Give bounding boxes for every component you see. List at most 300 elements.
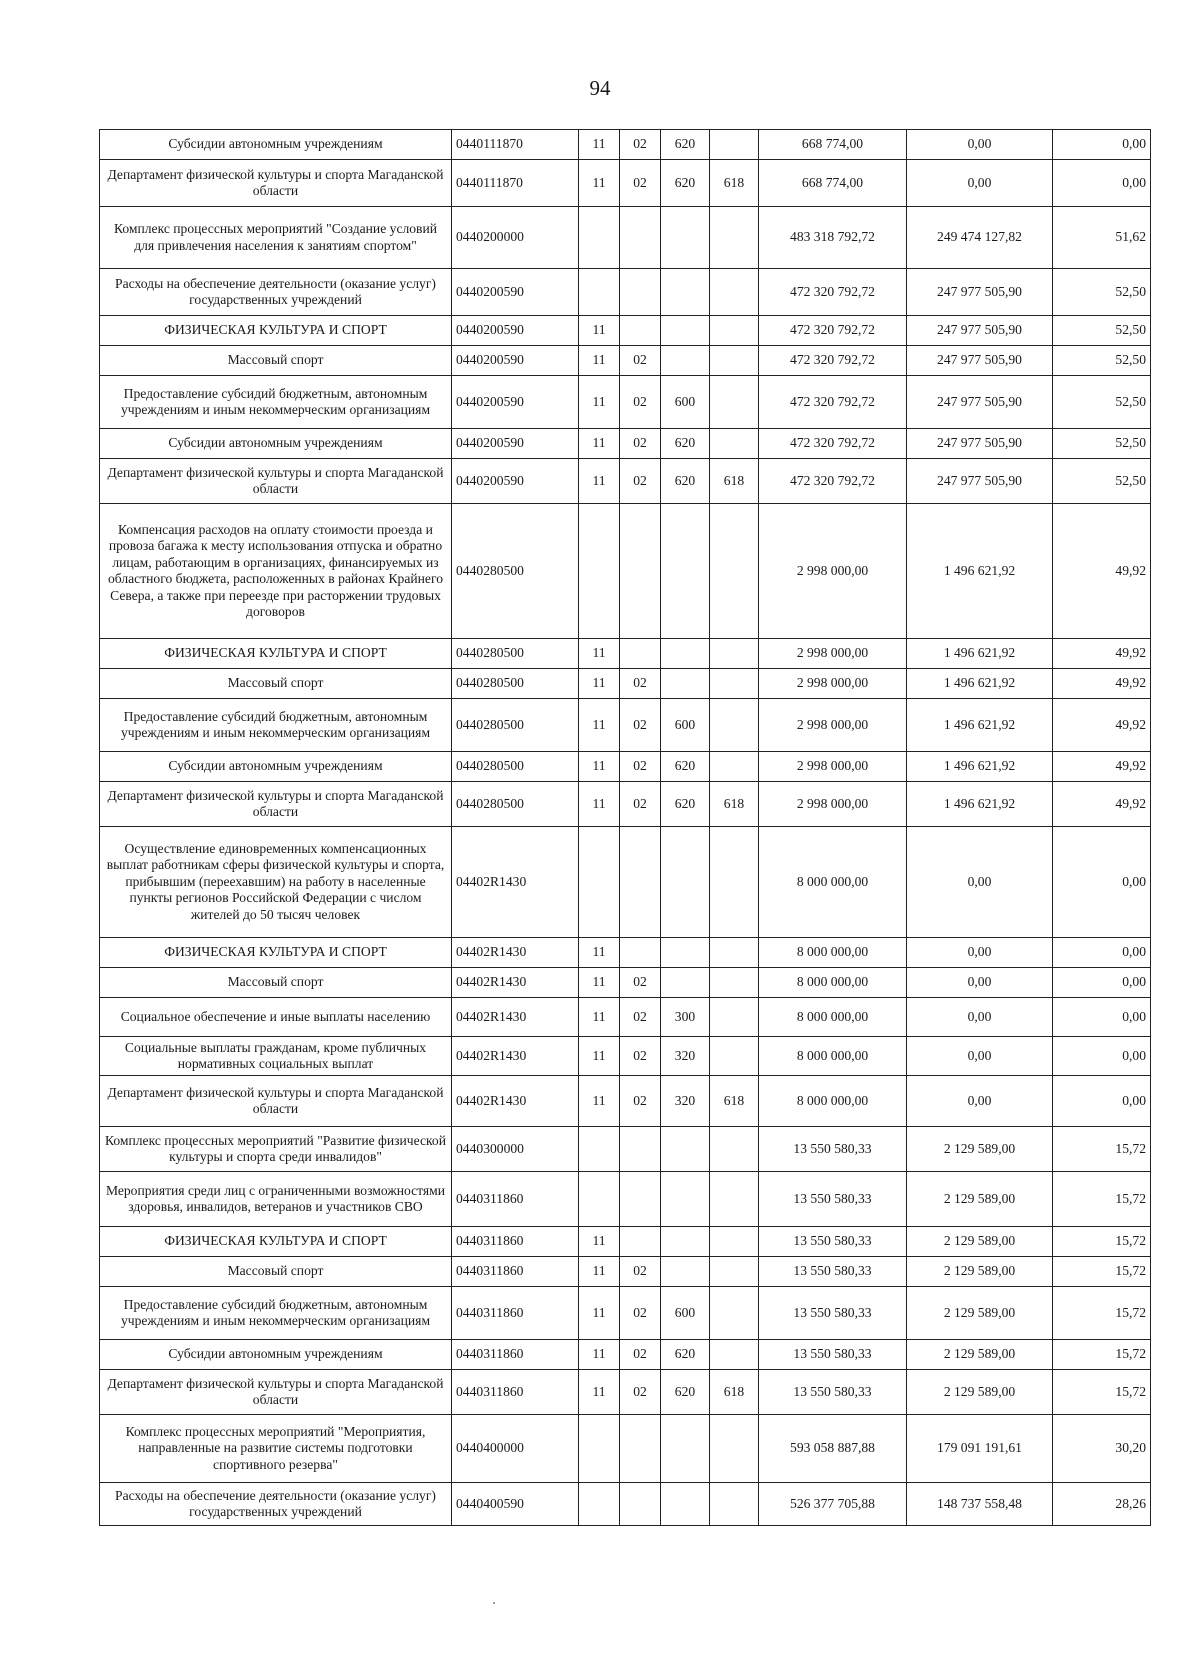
row-name: Социальные выплаты гражданам, кроме публичных нормативных социальных выплат — [100, 1037, 452, 1076]
row-percent: 49,92 — [1053, 782, 1151, 827]
row-code: 04402R1430 — [452, 827, 579, 938]
row-plan-amount: 472 320 792,72 — [759, 269, 907, 316]
row-subsection — [620, 1483, 661, 1526]
row-name: Предоставление субсидий бюджетным, автономным учреждениям и иным некоммерческим организациям — [100, 699, 452, 752]
table-row — [100, 1483, 1151, 1526]
row-section: 11 — [579, 429, 620, 459]
row-fact-amount: 179 091 191,61 — [907, 1415, 1053, 1483]
row-percent: 28,26 — [1053, 1483, 1151, 1526]
table-row — [100, 1037, 1151, 1076]
row-admin-code — [710, 938, 759, 968]
row-code: 0440280500 — [452, 639, 579, 669]
row-admin-code — [710, 1127, 759, 1172]
row-name: Предоставление субсидий бюджетным, автономным учреждениям и иным некоммерческим организациям — [100, 376, 452, 429]
row-code: 0440200590 — [452, 316, 579, 346]
table-row — [100, 504, 1151, 639]
row-expense-type: 600 — [661, 1287, 710, 1340]
row-subsection — [620, 1172, 661, 1227]
table-row — [100, 1415, 1151, 1483]
row-admin-code: 618 — [710, 459, 759, 504]
row-admin-code — [710, 1172, 759, 1227]
row-expense-type: 620 — [661, 160, 710, 207]
row-section: 11 — [579, 160, 620, 207]
row-admin-code — [710, 207, 759, 269]
budget-table — [99, 129, 1151, 1526]
row-subsection: 02 — [620, 130, 661, 160]
row-subsection: 02 — [620, 1287, 661, 1340]
row-subsection: 02 — [620, 459, 661, 504]
row-name: Массовый спорт — [100, 346, 452, 376]
row-subsection — [620, 316, 661, 346]
row-plan-amount: 13 550 580,33 — [759, 1227, 907, 1257]
row-fact-amount: 2 129 589,00 — [907, 1127, 1053, 1172]
row-expense-type: 620 — [661, 429, 710, 459]
row-section — [579, 1127, 620, 1172]
row-section — [579, 1483, 620, 1526]
row-percent: 15,72 — [1053, 1340, 1151, 1370]
row-code: 0440280500 — [452, 782, 579, 827]
row-subsection: 02 — [620, 1257, 661, 1287]
row-percent: 49,92 — [1053, 699, 1151, 752]
row-name: Комплекс процессных мероприятий "Создание условий для привлечения населения к занятиям спортом" — [100, 207, 452, 269]
row-percent: 52,50 — [1053, 459, 1151, 504]
row-section: 11 — [579, 459, 620, 504]
row-subsection — [620, 639, 661, 669]
row-code: 04402R1430 — [452, 998, 579, 1037]
row-section: 11 — [579, 998, 620, 1037]
row-plan-amount: 483 318 792,72 — [759, 207, 907, 269]
row-subsection — [620, 938, 661, 968]
row-percent: 49,92 — [1053, 752, 1151, 782]
table-row — [100, 1370, 1151, 1415]
row-code: 0440311860 — [452, 1287, 579, 1340]
row-admin-code — [710, 376, 759, 429]
row-code: 0440200590 — [452, 376, 579, 429]
table-row — [100, 130, 1151, 160]
row-section: 11 — [579, 316, 620, 346]
row-subsection: 02 — [620, 968, 661, 998]
row-section — [579, 504, 620, 639]
table-row — [100, 269, 1151, 316]
row-code: 0440280500 — [452, 504, 579, 639]
row-plan-amount: 593 058 887,88 — [759, 1415, 907, 1483]
row-subsection: 02 — [620, 752, 661, 782]
row-subsection: 02 — [620, 782, 661, 827]
row-section: 11 — [579, 1370, 620, 1415]
row-name: Департамент физической культуры и спорта Магаданской области — [100, 1370, 452, 1415]
row-admin-code — [710, 1287, 759, 1340]
row-expense-type — [661, 1483, 710, 1526]
row-plan-amount: 13 550 580,33 — [759, 1370, 907, 1415]
row-name: ФИЗИЧЕСКАЯ КУЛЬТУРА И СПОРТ — [100, 639, 452, 669]
row-admin-code — [710, 1257, 759, 1287]
row-expense-type: 320 — [661, 1037, 710, 1076]
row-fact-amount: 0,00 — [907, 938, 1053, 968]
row-fact-amount: 2 129 589,00 — [907, 1172, 1053, 1227]
row-section: 11 — [579, 699, 620, 752]
row-percent: 15,72 — [1053, 1370, 1151, 1415]
scan-speck — [493, 1602, 495, 1604]
row-plan-amount: 2 998 000,00 — [759, 639, 907, 669]
row-section: 11 — [579, 639, 620, 669]
row-section: 11 — [579, 1257, 620, 1287]
row-expense-type — [661, 346, 710, 376]
row-admin-code — [710, 639, 759, 669]
table-row — [100, 639, 1151, 669]
row-subsection — [620, 827, 661, 938]
row-admin-code: 618 — [710, 1370, 759, 1415]
row-code: 0440311860 — [452, 1370, 579, 1415]
row-fact-amount: 249 474 127,82 — [907, 207, 1053, 269]
row-fact-amount: 1 496 621,92 — [907, 782, 1053, 827]
table-row — [100, 938, 1151, 968]
row-section — [579, 207, 620, 269]
row-admin-code: 618 — [710, 1076, 759, 1127]
row-fact-amount: 0,00 — [907, 1037, 1053, 1076]
row-expense-type: 620 — [661, 1340, 710, 1370]
row-percent: 49,92 — [1053, 669, 1151, 699]
row-percent: 0,00 — [1053, 130, 1151, 160]
row-code: 0440400000 — [452, 1415, 579, 1483]
table-row — [100, 752, 1151, 782]
row-section: 11 — [579, 376, 620, 429]
row-expense-type — [661, 316, 710, 346]
row-section: 11 — [579, 752, 620, 782]
row-expense-type: 620 — [661, 1370, 710, 1415]
row-subsection: 02 — [620, 376, 661, 429]
row-subsection: 02 — [620, 1037, 661, 1076]
row-expense-type — [661, 827, 710, 938]
row-section: 11 — [579, 1287, 620, 1340]
row-plan-amount: 472 320 792,72 — [759, 459, 907, 504]
row-fact-amount: 0,00 — [907, 968, 1053, 998]
row-fact-amount: 0,00 — [907, 998, 1053, 1037]
table-row — [100, 459, 1151, 504]
row-name: Предоставление субсидий бюджетным, автономным учреждениям и иным некоммерческим организациям — [100, 1287, 452, 1340]
table-row — [100, 207, 1151, 269]
row-plan-amount: 2 998 000,00 — [759, 504, 907, 639]
table-row — [100, 1127, 1151, 1172]
row-name: ФИЗИЧЕСКАЯ КУЛЬТУРА И СПОРТ — [100, 1227, 452, 1257]
row-subsection: 02 — [620, 429, 661, 459]
row-fact-amount: 247 977 505,90 — [907, 269, 1053, 316]
table-row — [100, 669, 1151, 699]
row-plan-amount: 13 550 580,33 — [759, 1172, 907, 1227]
row-admin-code — [710, 1340, 759, 1370]
row-admin-code — [710, 699, 759, 752]
row-section: 11 — [579, 1340, 620, 1370]
row-percent: 15,72 — [1053, 1257, 1151, 1287]
row-subsection: 02 — [620, 1370, 661, 1415]
row-code: 0440311860 — [452, 1227, 579, 1257]
row-percent: 52,50 — [1053, 429, 1151, 459]
row-plan-amount: 2 998 000,00 — [759, 782, 907, 827]
row-code: 0440200590 — [452, 346, 579, 376]
row-plan-amount: 13 550 580,33 — [759, 1287, 907, 1340]
row-admin-code — [710, 1483, 759, 1526]
row-code: 0440111870 — [452, 130, 579, 160]
row-fact-amount: 1 496 621,92 — [907, 639, 1053, 669]
row-section — [579, 269, 620, 316]
row-plan-amount: 2 998 000,00 — [759, 669, 907, 699]
row-plan-amount: 472 320 792,72 — [759, 429, 907, 459]
row-plan-amount: 8 000 000,00 — [759, 1076, 907, 1127]
row-expense-type — [661, 1172, 710, 1227]
row-code: 0440300000 — [452, 1127, 579, 1172]
row-fact-amount: 1 496 621,92 — [907, 699, 1053, 752]
row-subsection: 02 — [620, 346, 661, 376]
row-code: 04402R1430 — [452, 1076, 579, 1127]
row-percent: 15,72 — [1053, 1227, 1151, 1257]
row-percent: 52,50 — [1053, 376, 1151, 429]
row-admin-code — [710, 827, 759, 938]
row-fact-amount: 0,00 — [907, 130, 1053, 160]
row-fact-amount: 0,00 — [907, 1076, 1053, 1127]
row-admin-code — [710, 669, 759, 699]
row-section: 11 — [579, 346, 620, 376]
row-expense-type — [661, 269, 710, 316]
row-percent: 0,00 — [1053, 160, 1151, 207]
row-plan-amount: 8 000 000,00 — [759, 938, 907, 968]
row-percent: 0,00 — [1053, 1076, 1151, 1127]
row-percent: 0,00 — [1053, 998, 1151, 1037]
row-fact-amount: 247 977 505,90 — [907, 429, 1053, 459]
row-expense-type: 620 — [661, 782, 710, 827]
row-subsection — [620, 1127, 661, 1172]
row-code: 0440311860 — [452, 1340, 579, 1370]
row-name: Департамент физической культуры и спорта Магаданской области — [100, 1076, 452, 1127]
table-row — [100, 429, 1151, 459]
row-plan-amount: 13 550 580,33 — [759, 1127, 907, 1172]
row-name: Субсидии автономным учреждениям — [100, 752, 452, 782]
table-row — [100, 1340, 1151, 1370]
row-expense-type: 600 — [661, 699, 710, 752]
row-plan-amount: 668 774,00 — [759, 130, 907, 160]
row-expense-type: 300 — [661, 998, 710, 1037]
row-plan-amount: 2 998 000,00 — [759, 752, 907, 782]
row-plan-amount: 472 320 792,72 — [759, 346, 907, 376]
row-name: Массовый спорт — [100, 669, 452, 699]
table-row — [100, 827, 1151, 938]
row-plan-amount: 8 000 000,00 — [759, 827, 907, 938]
row-admin-code: 618 — [710, 160, 759, 207]
table-row — [100, 1257, 1151, 1287]
row-percent: 15,72 — [1053, 1127, 1151, 1172]
table-row — [100, 160, 1151, 207]
row-subsection — [620, 1227, 661, 1257]
row-name: Субсидии автономным учреждениям — [100, 130, 452, 160]
row-expense-type: 620 — [661, 130, 710, 160]
row-expense-type — [661, 207, 710, 269]
table-row — [100, 376, 1151, 429]
row-code: 0440111870 — [452, 160, 579, 207]
row-subsection: 02 — [620, 160, 661, 207]
row-name: Мероприятия среди лиц с ограниченными возможностями здоровья, инвалидов, ветеранов и участников СВО — [100, 1172, 452, 1227]
row-code: 0440200590 — [452, 429, 579, 459]
row-name: Компенсация расходов на оплату стоимости проезда и провоза багажа к месту использования отпуска и обратно лицам, работающим в организациях, финансируемых из областного бюджета, расположенных в районах Крайнего Севера, а также при переезде при расторжении трудовых договоров — [100, 504, 452, 639]
row-subsection: 02 — [620, 1340, 661, 1370]
row-percent: 52,50 — [1053, 346, 1151, 376]
row-name: Департамент физической культуры и спорта Магаданской области — [100, 160, 452, 207]
table-row — [100, 346, 1151, 376]
row-admin-code — [710, 752, 759, 782]
row-section: 11 — [579, 1227, 620, 1257]
row-subsection — [620, 269, 661, 316]
row-section — [579, 1172, 620, 1227]
row-subsection — [620, 1415, 661, 1483]
row-code: 0440280500 — [452, 669, 579, 699]
row-fact-amount: 2 129 589,00 — [907, 1287, 1053, 1340]
row-percent: 52,50 — [1053, 316, 1151, 346]
row-fact-amount: 2 129 589,00 — [907, 1340, 1053, 1370]
row-plan-amount: 13 550 580,33 — [759, 1340, 907, 1370]
row-code: 04402R1430 — [452, 938, 579, 968]
row-expense-type — [661, 639, 710, 669]
row-expense-type — [661, 1415, 710, 1483]
row-expense-type — [661, 968, 710, 998]
row-admin-code — [710, 968, 759, 998]
row-fact-amount: 0,00 — [907, 827, 1053, 938]
row-admin-code — [710, 346, 759, 376]
row-percent: 15,72 — [1053, 1287, 1151, 1340]
row-percent: 30,20 — [1053, 1415, 1151, 1483]
row-code: 0440200590 — [452, 269, 579, 316]
row-plan-amount: 8 000 000,00 — [759, 1037, 907, 1076]
row-fact-amount: 0,00 — [907, 160, 1053, 207]
row-expense-type — [661, 938, 710, 968]
row-name: Департамент физической культуры и спорта Магаданской области — [100, 782, 452, 827]
row-subsection: 02 — [620, 669, 661, 699]
row-fact-amount: 247 977 505,90 — [907, 459, 1053, 504]
row-name: Субсидии автономным учреждениям — [100, 429, 452, 459]
row-plan-amount: 13 550 580,33 — [759, 1257, 907, 1287]
table-row — [100, 1287, 1151, 1340]
row-percent: 0,00 — [1053, 968, 1151, 998]
row-admin-code — [710, 269, 759, 316]
row-name: Расходы на обеспечение деятельности (оказание услуг) государственных учреждений — [100, 269, 452, 316]
row-subsection — [620, 504, 661, 639]
row-fact-amount: 1 496 621,92 — [907, 504, 1053, 639]
row-plan-amount: 472 320 792,72 — [759, 376, 907, 429]
row-percent: 15,72 — [1053, 1172, 1151, 1227]
row-admin-code — [710, 1037, 759, 1076]
row-fact-amount: 148 737 558,48 — [907, 1483, 1053, 1526]
row-section: 11 — [579, 1037, 620, 1076]
row-name: Комплекс процессных мероприятий "Развитие физической культуры и спорта среди инвалидов" — [100, 1127, 452, 1172]
row-percent: 0,00 — [1053, 827, 1151, 938]
row-admin-code — [710, 429, 759, 459]
row-code: 0440400590 — [452, 1483, 579, 1526]
row-expense-type — [661, 1127, 710, 1172]
row-code: 0440311860 — [452, 1257, 579, 1287]
row-name: Массовый спорт — [100, 968, 452, 998]
row-name: Комплекс процессных мероприятий "Мероприятия, направленные на развитие системы подготовки спортивного резерва" — [100, 1415, 452, 1483]
row-name: ФИЗИЧЕСКАЯ КУЛЬТУРА И СПОРТ — [100, 938, 452, 968]
row-code: 0440280500 — [452, 699, 579, 752]
page-number: 94 — [589, 76, 611, 100]
row-percent: 0,00 — [1053, 938, 1151, 968]
row-admin-code — [710, 998, 759, 1037]
row-section: 11 — [579, 938, 620, 968]
row-percent: 49,92 — [1053, 639, 1151, 669]
row-subsection: 02 — [620, 1076, 661, 1127]
row-expense-type — [661, 504, 710, 639]
row-plan-amount: 2 998 000,00 — [759, 699, 907, 752]
row-subsection: 02 — [620, 699, 661, 752]
table-row — [100, 699, 1151, 752]
row-name: Субсидии автономным учреждениям — [100, 1340, 452, 1370]
table-row — [100, 316, 1151, 346]
row-subsection: 02 — [620, 998, 661, 1037]
row-percent: 51,62 — [1053, 207, 1151, 269]
row-plan-amount: 8 000 000,00 — [759, 998, 907, 1037]
table-row — [100, 1227, 1151, 1257]
row-admin-code — [710, 316, 759, 346]
row-expense-type — [661, 1257, 710, 1287]
row-percent: 0,00 — [1053, 1037, 1151, 1076]
row-plan-amount: 526 377 705,88 — [759, 1483, 907, 1526]
row-code: 0440280500 — [452, 752, 579, 782]
row-name: Массовый спорт — [100, 1257, 452, 1287]
row-expense-type: 620 — [661, 752, 710, 782]
row-expense-type: 320 — [661, 1076, 710, 1127]
row-subsection — [620, 207, 661, 269]
row-section: 11 — [579, 669, 620, 699]
row-expense-type — [661, 669, 710, 699]
table-row — [100, 998, 1151, 1037]
row-name: ФИЗИЧЕСКАЯ КУЛЬТУРА И СПОРТ — [100, 316, 452, 346]
table-row — [100, 968, 1151, 998]
row-fact-amount: 2 129 589,00 — [907, 1227, 1053, 1257]
budget-table-body — [100, 130, 1151, 1526]
row-admin-code — [710, 1227, 759, 1257]
row-expense-type: 600 — [661, 376, 710, 429]
row-fact-amount: 247 977 505,90 — [907, 376, 1053, 429]
row-percent: 52,50 — [1053, 269, 1151, 316]
row-fact-amount: 2 129 589,00 — [907, 1257, 1053, 1287]
row-code: 0440200590 — [452, 459, 579, 504]
row-expense-type: 620 — [661, 459, 710, 504]
row-fact-amount: 1 496 621,92 — [907, 669, 1053, 699]
row-fact-amount: 247 977 505,90 — [907, 346, 1053, 376]
row-code: 04402R1430 — [452, 1037, 579, 1076]
row-section: 11 — [579, 968, 620, 998]
row-plan-amount: 8 000 000,00 — [759, 968, 907, 998]
row-admin-code — [710, 504, 759, 639]
row-code: 0440311860 — [452, 1172, 579, 1227]
row-name: Расходы на обеспечение деятельности (оказание услуг) государственных учреждений — [100, 1483, 452, 1526]
row-fact-amount: 2 129 589,00 — [907, 1370, 1053, 1415]
row-section — [579, 827, 620, 938]
table-row — [100, 782, 1151, 827]
row-section — [579, 1415, 620, 1483]
row-section: 11 — [579, 1076, 620, 1127]
row-fact-amount: 1 496 621,92 — [907, 752, 1053, 782]
row-name: Осуществление единовременных компенсационных выплат работникам сферы физической культуры и спорта, прибывшим (переехавшим) на работу в населенные пункты регионов Российской Федерации с числом жителей до 50 тысяч человек — [100, 827, 452, 938]
row-percent: 49,92 — [1053, 504, 1151, 639]
row-admin-code — [710, 130, 759, 160]
row-plan-amount: 668 774,00 — [759, 160, 907, 207]
row-code: 0440200000 — [452, 207, 579, 269]
row-section: 11 — [579, 130, 620, 160]
table-row — [100, 1172, 1151, 1227]
row-name: Департамент физической культуры и спорта Магаданской области — [100, 459, 452, 504]
row-expense-type — [661, 1227, 710, 1257]
row-plan-amount: 472 320 792,72 — [759, 316, 907, 346]
row-admin-code: 618 — [710, 782, 759, 827]
row-section: 11 — [579, 782, 620, 827]
row-name: Социальное обеспечение и иные выплаты населению — [100, 998, 452, 1037]
